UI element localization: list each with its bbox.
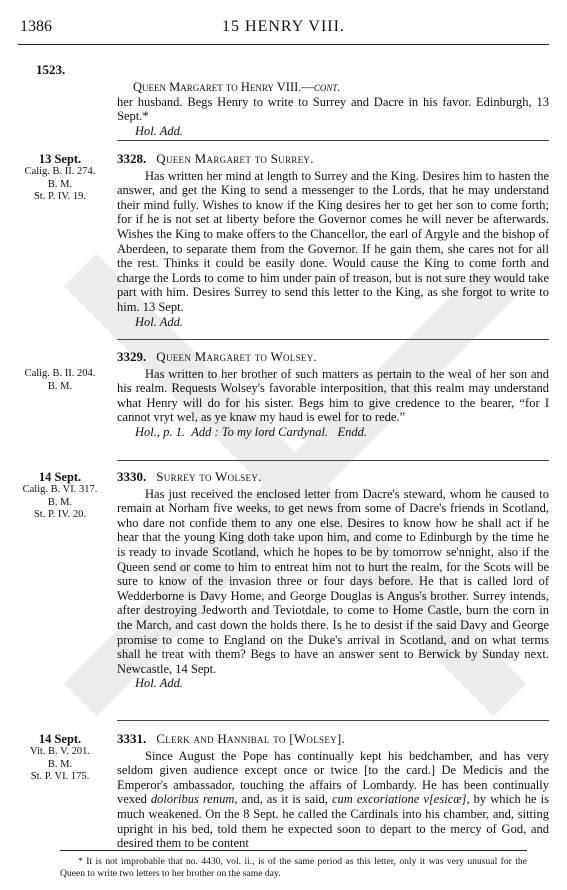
entry-title: 3329. Queen Margaret to Wolsey. [117, 349, 318, 364]
entry-3329 [117, 350, 549, 440]
ref-line: Calig. B. VI. 317. [22, 484, 98, 495]
entry-3330 [117, 470, 549, 691]
ref-line: Calig. B. II. 204. [24, 368, 96, 379]
ref-line: B. M. [47, 380, 73, 392]
ref-line: B. M. [47, 758, 73, 770]
hol-note: Hol. Add. [135, 314, 184, 329]
entry-title: 3330. Surrey to Wolsey. [117, 469, 262, 484]
entry-date: 14 Sept. [38, 732, 82, 746]
ref-line: Calig. B. II. 274. [24, 166, 96, 177]
entry-separator [117, 140, 549, 141]
continued-text: her husband. Begs Henry to write to Surrey and Dacre in his favor. Edinburgh, 13 Sept.* [117, 94, 549, 124]
footnote: * It is not improbable that no. 4430, vol. ii., is of the same period as this letter, only it was very unusual for the Queen to write two letters to her brother on the same day. [60, 856, 527, 879]
running-title: 15 HENRY VIII. [222, 18, 345, 35]
ref-line: St. P. IV. 20. [33, 509, 87, 520]
hol-note: Hol., p. 1. Add : To my lord Cardynal. Endd. [135, 424, 367, 439]
entry-date: 13 Sept. [38, 152, 82, 166]
entry-title: 3328. Queen Margaret to Surrey. [117, 151, 314, 166]
entry-date: 14 Sept. [38, 470, 82, 484]
continued-mark: cont. [313, 80, 341, 94]
hol-note: Hol. Add. [135, 123, 184, 138]
year-marker: 1523. [36, 62, 66, 77]
page-header [18, 18, 549, 40]
entry-separator [117, 460, 549, 461]
ref-line: St. P. VI. 175. [30, 771, 90, 782]
entry-separator [117, 339, 549, 340]
page-number: 1386 [20, 18, 52, 35]
header-rule [18, 44, 549, 45]
margin-ref-3328 [14, 152, 106, 204]
ref-line: B. M. [47, 178, 73, 190]
entry-text: Has written to her brother of such matters as pertain to the weal of her son and his realm. Requests Wolsey's favorable interposition, that this realm may understand what Henry will do for his sister. Begs him to give credence to the bearer, “for I cannot vryt wel, as ye knaw my haud is ewel for to rede.” [117, 366, 549, 425]
footnote-rule [60, 850, 527, 851]
continued-entry [117, 80, 549, 138]
margin-ref-3331 [14, 732, 106, 784]
entry-3331 [117, 732, 549, 851]
continued-heading: Queen Margaret to Henry VIII.—cont. [133, 80, 341, 94]
entry-text: Since August the Pope has continually kept his bedchamber, and has very seldom given audience except once or twice [to the card.] De Medicis and the Emperor's ambassador, touching the affairs of Lombardy. He has been continually vexed doloribus renum, and, as it is said, cum excoriatione v[esicæ], by which he is much weakened. On the 8 Sept. he called the Cardinals into his chamber, and, sitting upright in his bed, told them he expected soon to depart to the mercy of God, and desired them to be content [117, 748, 549, 851]
entry-title: 3331. Clerk and Hannibal to [Wolsey]. [117, 731, 346, 746]
ref-line: St. P. IV. 19. [33, 191, 87, 202]
entry-text: Has just received the enclosed letter from Dacre's steward, whom he caused to remain at Norham five weeks, to get news from some of Dacre's friends in Scotland, who dare not confide them to any one else. Desires to know how he shall act if he hear that the young King doth take upon him, and come to Edinburgh by the time he is ready to invade Scotland, which he hopes to be by tomorrow se'nnight, also if the Queen send or come to him to entreat him not to hurt the realm, for the Scots will be sure to know of the invasion three or four days before. He that is called lord of Wedderborne is Davy Home, and George Douglas is Angus's brother. Surrey intends, after destroying Jedworth and Teviotdale, to come to Home Castle, burn the corn in the March, and cast down the holds there. Is he to desist if the said Davy and George promise to come to England on the Duke's arrival in Scotland, and on what terms shall he treat with them? Begs to have an answer sent to Berwick by Sunday next. Newcastle, 14 Sept. [117, 486, 549, 676]
entry-text: Has written her mind at length to Surrey and the King. Desires him to hasten the answer, and get the King to send a messenger to the Lords, that he may understand their mind fully. Wishes to know if the King desires her to get her son to come forth; for if he is not set at liberty before the Governor comes he will never be afterwards. Wishes the King to make offers to the Chancellor, the earl of Argyle and the bishop of Aberdeen, to separate them from the Governor. If he gain them, she cares not for all the rest. Thinks it could be easily done. Would cause the King to come forth and charge the Lords to come to him under pain of treason, but is not sure they would take part with him. Desires Surrey to send this letter to the King, as she forgot to write to him. 13 Sept. [117, 168, 549, 314]
entry-separator [117, 720, 549, 721]
hol-note: Hol. Add. [135, 676, 184, 691]
entry-3328 [117, 152, 549, 329]
margin-ref-3330 [14, 470, 106, 522]
ref-line: Vit. B. V. 201. [30, 746, 90, 757]
ref-line: B. M. [47, 496, 73, 508]
margin-ref-3329 [14, 368, 106, 393]
